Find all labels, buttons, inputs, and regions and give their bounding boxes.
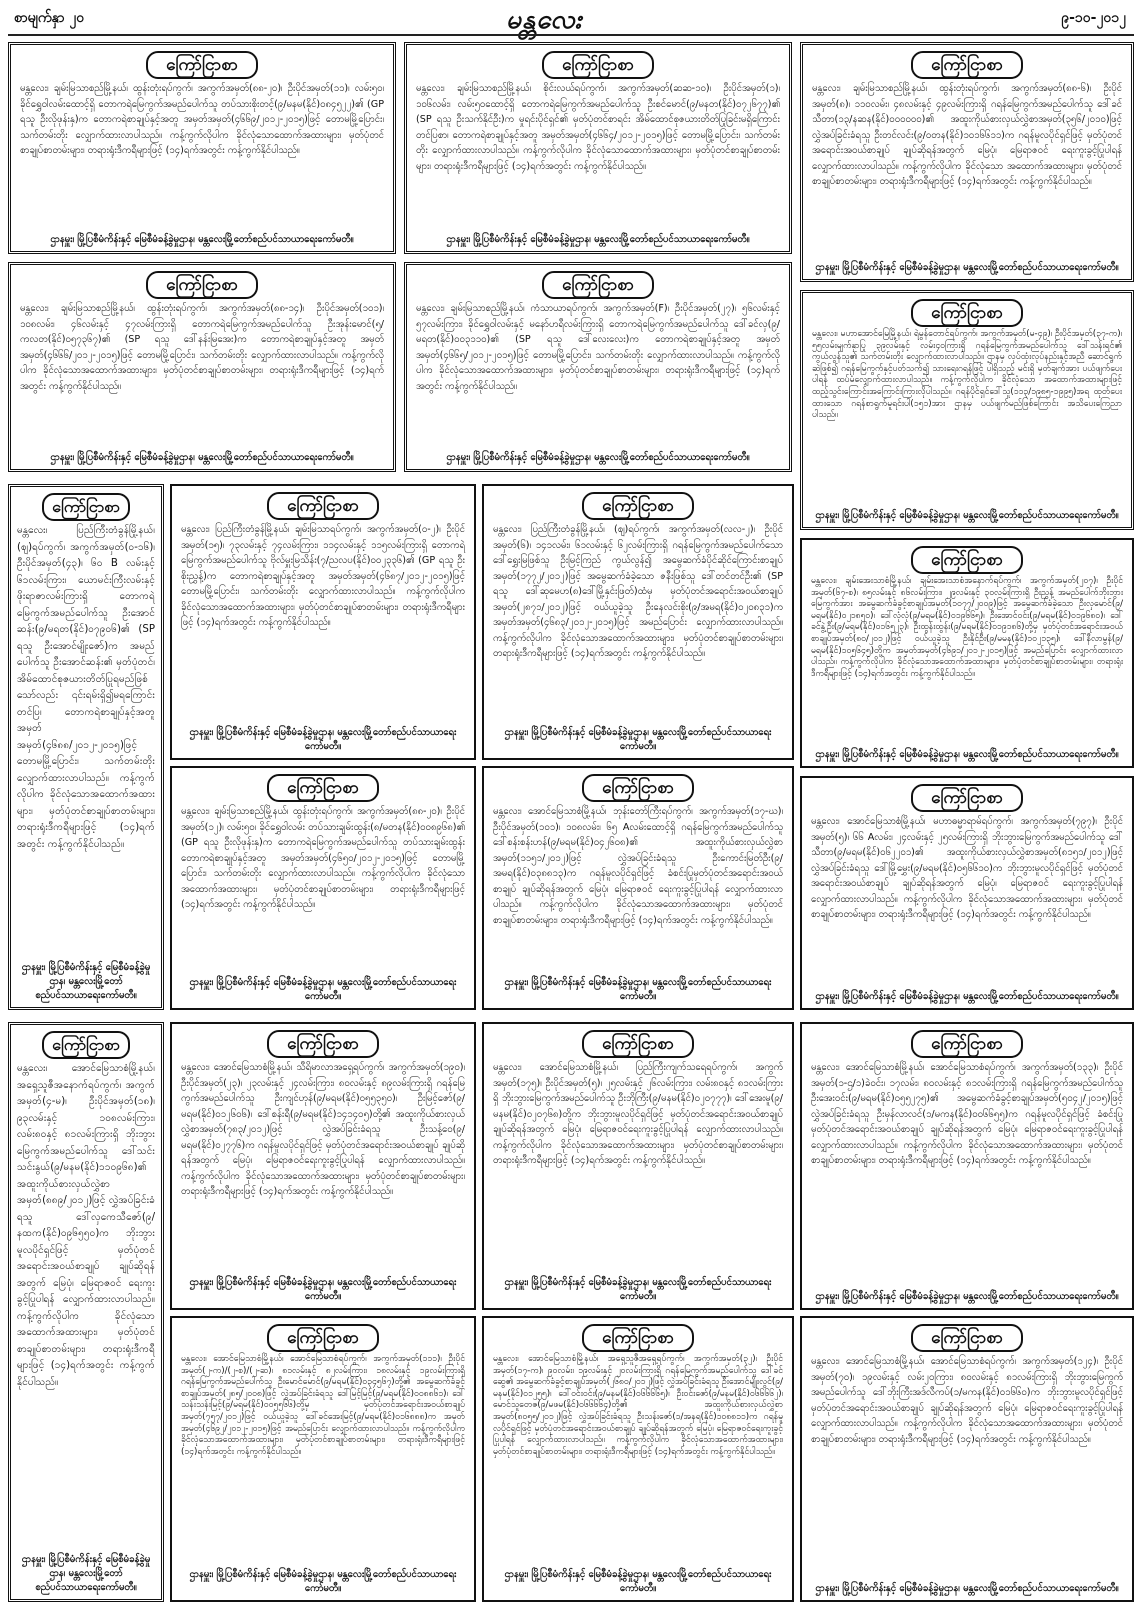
notice-box bbox=[8, 42, 396, 254]
notice-signature: ဌာနမှူး၊ မြို့ပြစီမံကိန်းနှင့် မြေစီမံခန့်ခွဲမှုဌာန၊ မန္တလေးမြို့တော်စည်ပင်သာယာရေးကော်မတီ။ bbox=[189, 1569, 457, 1594]
page-header bbox=[0, 0, 1142, 40]
notice-box bbox=[800, 42, 1134, 282]
notice-signature: ဌာနမှူး၊ မြို့ပြစီမံကိန်းနှင့် မြေစီမံခန့်ခွဲမှုဌာန၊ မန္တလေးမြို့တော်စည်ပင်သာယာရေးကော်မတီ။ bbox=[815, 510, 1119, 521]
notice-signature: ဌာနမှူး၊ မြို့ပြစီမံကိန်းနှင့် မြေစီမံခန့်ခွဲမှုဌာန၊ မန္တလေးမြို့တော်စည်ပင်သာယာရေးကော်မတီ။ bbox=[504, 727, 772, 752]
notice-title: ကြော်ငြာစာ bbox=[911, 1324, 1023, 1352]
notice-box bbox=[482, 1022, 794, 1310]
notice-body: မန္တလေး၊ ချမ်းမြသာစည်မြို့နယ်၊ ထွန်းတုံးရပ်ကွက်၊ အကွက်အမှတ်(၈၈-၂၀)၊ ဦးပိုင်အမှတ်(၁၁)၊ လမ်း၅၀၊ ခိုင်ရွှေဝါလမ်းထောင့်ရှိ တောကရဲမြေကွက်အမည်ပေါက်သူ တပ်သားစိုးတင့်(၉/မနမ(နိုင်)၀၈၄၅၂၂)၏ (GP ရသူ ဦးလိုဖုန်းနှ)က တောကရဲစာချုပ်နှင့်အတူ အမှတ်အမှတ်(၄၆၆၉/၂၀၁၂-၂၀၁၅)ဖြင့် တောမမြို့ပြောင်း၊ သက်တမ်းတိုး လျှောက်ထားလာပါသည်။ ကန့်ကွက်လိုပါက ခိုင်လုံသောထောက်အထားများ၊ မှတ်ပုံတင်စာချုပ်စာတမ်းများ၊ တရားရုံးဒီကရီများဖြင့် (၁၄)ရက်အတွင်း ကန့်ကွက်နိုင်ပါသည်။ bbox=[20, 83, 384, 156]
notice-body: မန္တလေး၊ ချမ်းမြသာစည်မြို့နယ်၊ ထွန်းတုံးရပ်ကွက်၊ အကွက်အမှတ်(၈၈-၂၀)၊ ဦးပိုင်အမှတ်(၁၂)၊ လမ်း၅၀၊ ခိုင်ရွှေဝါလမ်း တပ်သားချမ်းထွန်း(၈/မတန(နိုင်)၀၀၈၉၆၈)၏ (GP ရသူ ဦးလိုဖုန်းနှ)က တောကရဲမြေကွက်အမည်ပေါက်သူ တပ်သားချမ်းထွန်း တောကရဲစာချုပ်နှင့်အတူ အမှတ်အမှတ်(၄၆၅၀/၂၀၁၂-၂၀၁၅)ဖြင့် တောမမြို့ပြောင်း၊ သက်တမ်းတိုး လျှောက်ထားလာပါသည်။ ကန့်ကွက်လိုပါက ခိုင်လုံသောအထောက်အထားများ၊ မှတ်ပုံတင်စာချုပ်စာတမ်းများ၊ တရားရုံးဒီကရီများဖြင့် (၁၄)ရက်အတွင်း ကန့်ကွက်နိုင်ပါသည်။ bbox=[181, 806, 465, 910]
notice-signature: ဌာနမှူး၊ မြို့ပြစီမံကိန်းနှင့် မြေစီမံခန့်ခွဲမှုဌာန၊ မန္တလေးမြို့တော်စည်ပင်သာယာရေးကော်မတီ။ bbox=[504, 977, 772, 1002]
notice-body: မန္တလေး၊ အောင်မြေသာစံမြို့နယ်၊ အရှေ့သူဇီအနောက်ရပ်ကွက်၊ အကွက်အမှတ်(၄-မ)၊ ဦးပိုင်အမှတ်(၁၈)၊ ၉၃လမ်းနှင့် ၁၀၈လမ်းကြား၊ လမ်း၈၀နှင့် ၈၁လမ်းကြားရှိ ဘိုးဘွားမြေကွက်အမည်ပေါက်သူ ဒေါ်သင်းသင်းနွယ်(၉/မနမ(နိုင်)၁၁၀၉၆၈)၏ အထူးကိုယ်စားလှယ်လွှဲစာအမှတ်(၈၈၉/၂၀၁၂)ဖြင့် လွှဲအပ်ခြင်းခံရသူ ဒေါ်လှကေသီဇော်(၉/နထက(နိုင်)၀၉၆၅၅၀)က ဘိုးဘွားမူလပိုင်ရှင်ဖြင့် မှတ်ပုံတင်အရောင်းအဝယ်စာချုပ် ချုပ်ဆိုရန်အတွက် မြေပုံ၊ မြေရာဇဝင် ရေးကူးခွင့်ပြုပါရန် လျှောက်ထားလာပါသည်။ ကန့်ကွက်လိုပါက ခိုင်လုံသောအထောက်အထားများ၊ မှတ်ပုံတင်စာချုပ်စာတမ်းများ၊ တရားရုံးဒီကရီများဖြင့် (၁၄)ရက်အတွင်း ကန့်ကွက်နိုင်ပါသည်။ bbox=[17, 1063, 155, 1388]
notice-signature: ဌာနမှူး၊ မြို့ပြစီမံကိန်းနှင့် မြေစီမံခန့်ခွဲမှုဌာန၊ မန္တလေးမြို့တော်စည်ပင်သာယာရေးကော်မတီ။ bbox=[50, 234, 354, 245]
notice-body: မန္တလေး၊ အောင်မြေသာစံမြို့နယ်၊ ပြည်ကြီးကျက်သရေရပ်ကွက်၊ အကွက်အမှတ်(၁၇၅)၊ ဦးပိုင်အမှတ်(၅)၊ ၂၅လမ်းနှင့် ၂၆လမ်းကြား၊ လမ်း၈၀နှင့် ၈၁လမ်းကြားရှိ ဘိုးဘွားမြေကွက်အမည်ပေါက်သူ ဦးဘိုကြီး(၉/မနမ(နိုင်)၀၂၀၇၇၇)၊ ဒေါ်အေးမူ(၉/မနမ(နိုင်)၀၂၀၇၆၈)တို့က ဘိုးဘွားမူလပိုင်ရှင်ဖြင့် မှတ်ပုံတင်အရောင်းအဝယ်စာချုပ် ချုပ်ဆိုရန်အတွက် မြေပုံ၊ မြေရာဇဝင်ရေးကူးခွင့်ပြုပါရန် လျှောက်ထားလာပါသည်။ ကန့်ကွက်လိုပါက ခိုင်လုံသောအထောက်အထားများ၊ မှတ်ပုံတင်စာချုပ်စာတမ်းများ၊ တရားရုံးဒီကရီများဖြင့် (၁၄)ရက်အတွင်း ကန့်ကွက်နိုင်ပါသည်။ bbox=[493, 1062, 783, 1166]
notice-title: ကြော်ငြာစာ bbox=[542, 271, 654, 299]
page-number: စာမျက်နှာ ၂၀ bbox=[14, 10, 85, 26]
notice-title: ကြော်ငြာစာ bbox=[911, 299, 1023, 327]
notice-body: မန္တလေး၊ အောင်မြေသာစံမြို့နယ်၊ ဘုန်းတော်ကြီးရပ်ကွက်၊ အကွက်အမှတ်(၁၇-ဃ)၊ ဦးပိုင်အမှတ်(၁၀၁)၊ ၁၀၈လမ်း၊ ၆၅ Aလမ်းထောင့်ရှိ ဂရန်မြေကွက်အမည်ပေါက်သူ ဒေါ်စန်းစန်းဟန်(၉/မရမ(နိုင်)၀၄၂၆၀၈)၏ အထူးကိုယ်စားလှယ်လွှဲစာအမှတ်(၁၁၅၁/၂၀၁၂)ဖြင့် လွှဲအပ်ခြင်းခံရသူ ဦးကောင်းမြတ်ဦး(၉/အမရ(နိုင်)၀၃၈၈၁၃)က ဂရန်မူလပိုင်ရှင်ဖြင့် ခံစင်းပြုမှတ်ပုံတင်အရောင်းအဝယ်စာချုပ် ချုပ်ဆိုရန်အတွက် မြေပုံ၊ မြေရာဇဝင် ရေးကူးခွင့်ပြုပါရန် လျှောက်ထားလာပါသည်။ ကန့်ကွက်လိုပါက ခိုင်လုံသောအထောက်အထားများ၊ မှတ်ပုံတင်စာချုပ်စာတမ်းများ၊ တရားရုံးဒီကရီများဖြင့် (၁၄)ရက်အတွင်း ကန့်ကွက်နိုင်ပါသည်။ bbox=[493, 806, 783, 926]
notice-box bbox=[170, 1022, 476, 1310]
notice-title: ကြော်ငြာစာ bbox=[267, 1030, 379, 1058]
notice-box bbox=[482, 1316, 794, 1602]
notice-box bbox=[800, 1316, 1134, 1602]
notice-box bbox=[800, 1022, 1134, 1310]
notice-body: မန္တလေး၊ ပြည်ကြီးတံခွန်မြို့နယ်၊ (ဈ)ရပ်ကွက်၊ အကွက်အမှတ်(လလ-၂)၊ ဦးပိုင်အမှတ်(၆)၊ ၁၄၁လမ်း၊ ၆၁လမ်းနှင့် ၆၂လမ်းကြားရှိ ဂရန်မြေကွက်အမည်ပေါက်သောဒေါ်ရွှေးမြဖြစ်သူ ဦးမြင့်ကြည် ကွယ်လွန်၍ အမွေဆက်ခံပိုင်ဆိုင်ကြောင်းစာချုပ်အမှတ်(၁၇၇၂/၂၀၁၂)ဖြင့် အမွေဆက်ခံခဲ့သော ဇနီးဖြစ်သူ ဒေါ်တင်တင်ဦး၏ (SP ရသူ ဒေါ်ဆုမေဟ(၈)ဒေါ်မြို့နှင်းဖြတ်)ထံမှ မှတ်ပုံတင်အရောင်းအဝယ်စာချုပ်အမှတ်(၂၈၇၁/၂၀၁၂)ဖြင့် ဝယ်ယူခဲ့သူ ဦးနေလင်းစိုး(၉/အမရ(နိုင်)၀၂၀၈၃၁)က အမှတ်အမှတ်(၄၆၈၃/၂၀၁၂-၂၀၁၅)ဖြင့် အမည်ပြောင်း လျှောက်ထားလာပါသည်။ ကန့်ကွက်လိုပါက ခိုင်လုံသောအထောက်အထားများ၊ မှတ်ပုံတင်စာချုပ်စာတမ်းများ၊ တရားရုံးဒီကရီများဖြင့် (၁၄)ရက်အတွင်း ကန့်ကွက်နိုင်ပါသည်။ bbox=[493, 524, 783, 659]
notice-signature: ဌာနမှူး၊ မြို့ပြစီမံကိန်းနှင့် မြေစီမံခန့်ခွဲမှုဌာန၊ မန္တလေးမြို့တော်စည်ပင်သာယာရေးကော်မတီ။ bbox=[189, 727, 457, 752]
notice-box bbox=[404, 42, 792, 254]
notice-signature: ဌာနမှူး၊ မြို့ပြစီမံကိန်းနှင့် မြေစီမံခန့်ခွဲမှုဌာန၊ မန္တလေးမြို့တော်စည်ပင်သာယာရေးကော်မတီ။ bbox=[815, 1583, 1119, 1594]
notice-title: ကြော်ငြာစာ bbox=[582, 1030, 694, 1058]
notice-signature: ဌာနမှူး၊ မြို့ပြစီမံကိန်းနှင့် မြေစီမံခန့်ခွဲမှုဌာန၊ မန္တလေးမြို့တော်စည်ပင်သာယာရေးကော်မတီ။ bbox=[189, 977, 457, 1002]
notice-body: မန္တလေး၊ ချမ်းမြသာစည်မြို့နယ်၊ ကံသာယာရပ်ကွက်၊ အကွက်အမှတ်(F)၊ ဦးပိုင်အမှတ်(၂၇)၊ ၅၆လမ်းနှင့် ၅၇လမ်းကြား၊ ခိုင်ရွှေဝါလမ်းနှင့် မနော်ဟရီလမ်းကြားရှိ တောကရဲမြေကွက်အမည်ပေါက်သူ ဒေါ်ခင်လှ(၉/မရတ(နိုင်)၀၀၃၁၁၀)၏ (SP ရသူ ဒေါ်လေးလေး)က တောကရဲစာချုပ်နှင့်အတူ အမှတ်အမှတ်(၄၆၆၅/၂၀၁၂-၂၀၁၅)ဖြင့် တောမမြို့ပြောင်း၊ သက်တမ်းတိုး လျှောက်ထားလာပါသည်။ ကန့်ကွက်လိုပါက ခိုင်လုံသောအထောက်အထားများ၊ မှတ်ပုံတင်စာချုပ်စာတမ်းများ၊ တရားရုံးဒီကရီများဖြင့် (၁၄)ရက်အတွင်း ကန့်ကွက်နိုင်ပါသည်။ bbox=[416, 303, 780, 392]
notice-signature: ဌာနမှူး၊ မြို့ပြစီမံကိန်းနှင့် မြေစီမံခန့်ခွဲမှုဌာန၊ မန္တလေးမြို့တော်စည်ပင်သာယာရေးကော်မတီ။ bbox=[21, 1554, 151, 1593]
notice-body: မန္တလေး၊ ချမ်းမြသာစည်မြို့နယ်၊ စိုင်းလယ်ရပ်ကွက်၊ အကွက်အမှတ်(ဆဆ-၁၀)၊ ဦးပိုင်အမှတ်(၁)၊ ၁၀၆လမ်း၊ လမ်း၅၀ထောင့်ရှိ တောကရဲမြေကွက်အမည်ပေါက်သူ ဦးစင်မောင်(၉/မနတ(နိုင်)၀၇၂၆၇၇)၏ (SP ရသူ ဦးသက်နိုင်ဦး)က မှုရင်းပိုင်ရှင်၏ မှတ်ပုံတင်စာရင်း အိမ်ထောင်စုဇယားတိတ်ပြုခြင်းမရှိကြောင်းတင်ပြစာ၊ တောကရဲစာချုပ်နှင့်အတူ အမှတ်အမှတ်(၄၆၆၄/၂၀၁၂-၂၀၁၅)ဖြင့် တောမမြို့ပြောင်း၊ သက်တမ်းတိုး လျှောက်ထားလာပါသည်။ ကန့်ကွက်လိုပါက ခိုင်လုံသောထောက်အထားများ၊ မှတ်ပုံတင်စာချုပ်စာတမ်းများ၊ တရားရုံးဒီကရီများဖြင့် (၁၄)ရက်အတွင်း ကန့်ကွက်နိုင်ပါသည်။ bbox=[416, 83, 780, 172]
notice-title: ကြော်ငြာစာ bbox=[146, 51, 258, 79]
notice-signature: ဌာနမှူး၊ မြို့ပြစီမံကိန်းနှင့် မြေစီမံခန့်ခွဲမှုဌာန၊ မန္တလေးမြို့တော်စည်ပင်သာယာရေးကော်မတီ။ bbox=[446, 452, 750, 463]
notice-signature: ဌာနမှူး၊ မြို့ပြစီမံကိန်းနှင့် မြေစီမံခန့်ခွဲမှုဌာန၊ မန္တလေးမြို့တော်စည်ပင်သာယာရေးကော်မတီ။ bbox=[815, 262, 1119, 273]
notice-title: ကြော်ငြာစာ bbox=[582, 774, 694, 802]
notice-body: မန္တလေး၊ ချမ်းမြသာစည်မြို့နယ်၊ ထွန်းတုံးရပ်ကွက်၊ အကွက်အမှတ်(၈၈-၆)၊ ဦးပိုင်အမှတ်(၈)၊ ၁၁၀လမ်း၊ ၄၈လမ်းနှင့် ၄၉လမ်းကြားရှိ ဂရန်မြေကွက်အမည်ပေါက်သူ ဒေါ်ခင်သီတာ(၁၃/နဆန(နိုင်)၀၀၀၀၀၀)၏ အထူးကိုယ်စားလှယ်လွှဲစာအမှတ်(၃၅၆/၂၀၁၀)ဖြင့် လွှဲအပ်ခြင်းခံရသူ ဦးတင်လင်း(၉/၀တန(နိုင်)၁၀၁၆၆၁၁)က ဂရန်မူလပိုင်ရှင်ဖြင့် မှတ်ပုံတင်အရောင်းအဝယ်စာချုပ် ချုပ်ဆိုရန်အတွက် မြေပုံ၊ မြေရာဇဝင် ရေးကူးခွင့်ပြုပါရန် လျှောက်ထားလာပါသည်။ ကန့်ကွက်လိုပါက ခိုင်လုံသော အထောက်အထားများ၊ မှတ်ပုံတင်စာချုပ်စာတမ်းများ၊ တရားရုံးဒီကရီများဖြင့် (၁၄)ရက်အတွင်း ကန့်ကွက်နိုင်ပါသည်။ bbox=[812, 83, 1122, 187]
notice-body: မန္တလေး၊ ချမ်းအေးသာစံမြို့နယ်၊ ချမ်းအေးသာစံအနောက်ရပ်ကွက်၊ အကွက်အမှတ်(၂၀၇)၊ ဦးပိုင်အမှတ်(၆၇-စ)၊ ၈၅လမ်းနှင့် ၈၆လမ်းကြား၊ ၂၉လမ်းနှင့် ၃၀လမ်းကြားရှိ ဦးညွှန့် အမည်ပေါက်ဘိုးဘွားမြေကွက်အား အမွေဆက်ခံခွင့်စာချုပ်အမှတ်(၁၀၇၇/၂၀၀၉)ဖြင့် အမွေဆက်ခံခဲ့သော ဦးလှမောင်(၉/မရမ(နိုင်)၀၂၁၈၅၀)၊ ဒေါ်လုံလုံ(၉/မရမ(နိုင်)၀၁၉၆၆၅)၊ ဦးအောင်ဝင်း(၉/မရမ(နိုင်)၀၁၉၆၈၀)၊ ဒေါ်ခင်နွဲ့ဦး(၉/မရမ(နိုင်)၀၁၆၅၂၃)၊ ဦးထွန်းထွန်း(၉/မရမ(နိုင်)၀၁၉၁၈၆)တို့မှ မှတ်ပုံတင်အရောင်းအဝယ်စာချုပ်အမှတ်(၈၀/၂၀၁၂)ဖြင့် ဝယ်ယူခဲ့သူ ဦးနိုင်ဦး(၉/မမန(နိုင်)၁၀၂၁၃၅)၊ ဒေါ်နီလာမွန်(၉/မရမ(နိုင်)၁၀၅၆၄၅)တို့က အမှတ်အမှတ်(၄၆၉၁/၂၀၁၂-၂၀၁၅)ဖြင့် အမည်ပြောင်း လျှောက်ထားလာပါသည်။ ကန့်ကွက်လိုပါက ခိုင်လုံသောအထောက်အထားများ၊ မှတ်ပုံတင်စာချုပ်စာတမ်းများ၊ တရားရုံးဒီကရီများဖြင့် (၁၄)ရက်အတွင်း ကန့်ကွက်နိုင်ပါသည်။ bbox=[811, 576, 1123, 679]
header-rule bbox=[8, 34, 1134, 36]
notice-signature: ဌာနမှူး၊ မြို့ပြစီမံကိန်းနှင့် မြေစီမံခန့်ခွဲမှုဌာန၊ မန္တလေးမြို့တော်စည်ပင်သာယာရေးကော်မတီ။ bbox=[815, 991, 1119, 1002]
notice-title: ကြော်ငြာစာ bbox=[542, 51, 654, 79]
notice-box bbox=[404, 262, 792, 472]
notice-title: ကြော်ငြာစာ bbox=[42, 493, 130, 521]
notice-body: မန္တလေး၊ မဟာအောင်မြေမြို့နယ်၊ ရဲမွန်တောင်ရပ်ကွက်၊ အကွက်အမှတ်(မ-၄၉)၊ ဦးပိုင်အမှတ်(၃၇-က)၊ ၅၅လမ်းမျက်နှာပြု ၃၉လမ်းနှင့် လမ်း၄၀ကြားရှိ ဂရန်မြေကွက်အမည်ပေါက်သူ ဒေါ်သန်းရင်၏ ကွယ်လွန်သူ၏ သက်တမ်းတိုး လျှောက်ထားလာပါသည်။ ဌာနမှ လုပ်ထုံးလုပ်နည်းနှင့်အညီ ဆောင်ရွက်ဆဲဖြစ်၍ ဂရန်မြေကွက်နှင့်ပတ်သက်၍ သားရေးဂရန်ဖြင့် ပါရှိသည့် မင်းရှိ မှတ်ချက်အား ပယ်ဖျက်ပေးပါရန် ထပ်မံလျှောက်ထားလာပါသည်။ ကန့်ကွက်လိုပါက ခိုင်လုံသော အထောက်အထားများဖြင့် ထည့်သွင်းကြောင်းအကြောင်းကြားလိုပါသည်။ ဂရန်ပိုင်ရှင်ဒေါ်သူ(၁၁၃/၁၉၈၅-၁၉၉၅)အရ ထုတ်ပေးထားသော ဂရန်စာရွက်မူရင်းပါ(၁၅၁)အား ဌာနမှ ပယ်ဖျက်မည်ဖြစ်ကြောင်း အသိပေးကြေညာပါသည်။ bbox=[812, 329, 1122, 421]
notice-box bbox=[170, 484, 476, 760]
notice-box bbox=[8, 484, 164, 1010]
notice-title: ကြော်ငြာစာ bbox=[911, 546, 1023, 574]
notice-box bbox=[170, 766, 476, 1010]
notice-signature: ဌာနမှူး၊ မြို့ပြစီမံကိန်းနှင့် မြေစီမံခန့်ခွဲမှုဌာန၊ မန္တလေးမြို့တော်စည်ပင်သာယာရေးကော်မတီ။ bbox=[446, 234, 750, 245]
notice-body: မန္တလေး၊ ပြည်ကြီးတံခွန်မြို့နယ်၊ (ဈ)ရပ်ကွက်၊ အကွက်အမှတ်(ဝ-၁၆)၊ ဦးပိုင်အမှတ်(၄၃)၊ ၆၀ B လမ်းနှင့် ၆၁လမ်းကြား၊ ယောမင်းကြီးလမ်းနှင့် ဖိုးရာဇာလမ်းကြားရှိ တောကရဲမြေကွက်အမည်ပေါက်သူ ဦးအောင်ဆန်း(၉/မရတ(နိုင်)၀၇၉၀၆)၏ (SP ရသူ ဦးအောင်မျိုးဇော်)က အမည်ပေါက်သူ ဦးအောင်ဆန်း၏ မှတ်ပုံတင်၊ အိမ်ထောင်စုဇယားတိတ်ပြုရမည်ဖြစ်သော်လည်း ၎င်းရမ်းရှိ၍မရကြောင်းတင်ပြ၊ တောကရဲစာချုပ်နှင့်အတူ အမှတ်အမှတ်(၄၆၈၈/၂၀၁၂-၂၀၁၅)ဖြင့် တောမမြို့ပြောင်း၊ သက်တမ်းတိုး လျှောက်ထားလာပါသည်။ ကန့်ကွက်လိုပါက ခိုင်လုံသောအထောက်အထားများ၊ မှတ်ပုံတင်စာချုပ်စာတမ်းများ၊ တရားရုံးဒီကရီများဖြင့် (၁၄)ရက်အတွင်း ကန့်ကွက်နိုင်ပါသည်။ bbox=[17, 525, 155, 850]
notice-box bbox=[800, 538, 1134, 768]
notice-signature: ဌာနမှူး၊ မြို့ပြစီမံကိန်းနှင့် မြေစီမံခန့်ခွဲမှုဌာန၊ မန္တလေးမြို့တော်စည်ပင်သာယာရေးကော်မတီ။ bbox=[815, 1291, 1119, 1302]
notice-title: ကြော်ငြာစာ bbox=[267, 774, 379, 802]
notice-signature: ဌာနမှူး၊ မြို့ပြစီမံကိန်းနှင့် မြေစီမံခန့်ခွဲမှုဌာန၊ မန္တလေးမြို့တော်စည်ပင်သာယာရေးကော်မတီ။ bbox=[504, 1277, 772, 1302]
notice-title: ကြော်ငြာစာ bbox=[267, 492, 379, 520]
notice-title: ကြော်ငြာစာ bbox=[267, 1324, 379, 1352]
notice-body: မန္တလေး၊ အောင်မြေသာစံမြို့နယ်၊ မဟာဓမ္မာရာမ်ရပ်ကွက်၊ အကွက်အမှတ်(၇၉၇)၊ ဦးပိုင်အမှတ်(၅)၊ ၆၆ Aလမ်း၊ ၂၄လမ်းနှင့် ၂၅လမ်းကြားရှိ ဘိုးဘွားမြေကွက်အမည်ပေါက်သူ ဒေါ်သီတာ(၉/မရမ(နိုင်)၀၆၂၂၀၁)၏ အထူးကိုယ်စားလှယ်လွှဲစာအမှတ်(၈၁၅၁/၂၀၁၂)ဖြင့် လွှဲအပ်ခြင်းခံရသူ ဒေါ်မြို့မွှေး(၉/မရမ(နိုင်)၀၅၆၆၁၀)က ဘိုးဘွားမူလပိုင်ရှင်ဖြင့် မှတ်ပုံတင်အရောင်းအဝယ်စာချုပ် ချုပ်ဆိုရန်အတွက် မြေပုံ၊ မြေရာဇဝင် ရေးကူးခွင့်ပြုပါရန် လျှောက်ထားလာပါသည်။ ကန့်ကွက်လိုပါက ခိုင်လုံသောအထောက်အထားများ၊ မှတ်ပုံတင်စာချုပ်စာတမ်းများ၊ တရားရုံးဒီကရီများဖြင့် (၁၄)ရက်အတွင်း ကန့်ကွက်နိုင်ပါသည်။ bbox=[811, 816, 1123, 920]
notice-signature: ဌာနမှူး၊ မြို့ပြစီမံကိန်းနှင့် မြေစီမံခန့်ခွဲမှုဌာန၊ မန္တလေးမြို့တော်စည်ပင်သာယာရေးကော်မတီ။ bbox=[504, 1569, 772, 1594]
notice-body: မန္တလေး၊ ချမ်းမြသာစည်မြို့နယ်၊ ထွန်းတုံးရပ်ကွက်၊ အကွက်အမှတ်(၈၈-၁၄)၊ ဦးပိုင်အမှတ်(၁၀၁)၊ ၁၀၈လမ်း၊ ၄၆လမ်းနှင့် ၄၇လမ်းကြားရှိ တောကရဲမြေကွက်အမည်ပေါက်သူ ဦးအုန်းမောင်(၅/ကလတ(နိုင်)၀၅၇၃၆၇)၏ (SP ရသူ ဒေါ်နန်းမြအေး)က တောကရဲစာချုပ်နှင့်အတူ အမှတ်အမှတ်(၄၆၆၆/၂၀၁၂-၂၀၁၅)ဖြင့် တောမမြို့ပြောင်း၊ သက်တမ်းတိုး လျှောက်ထားလာပါသည်။ ကန့်ကွက်လိုပါက ခိုင်လုံသောအထောက်အထားများ၊ မှတ်ပုံတင်စာချုပ်စာတမ်းများ၊ တရားရုံးဒီကရီများဖြင့် (၁၄)ရက်အတွင်း ကန့်ကွက်နိုင်ပါသည်။ bbox=[20, 303, 384, 392]
notice-body: မန္တလေး၊ အောင်မြေသာစံမြို့နယ်၊ အောင်မြေသာစံရပ်ကွက်၊ အကွက်အမှတ်(၁၁၁)၊ ဦးပိုင်အမှတ်(၂-က)/(၂-စ)/(၂-ဆ)၊ ၈၁လမ်းနှင့် ၈၂လမ်းကြား၊ ၁၈လမ်းနှင့် ၁၉လမ်းကြားရှိ ဂရန်မြေကွက်အမည်ပေါက်သူ ဦးမောင်မောင်(၉/မရမ(နိုင်)၀၃၄၅၆၇)တို့၏ အမွေဆက်ခံခွင့်စာချုပ်အမှတ်(၂၈၅/၂၀၀၈)ဖြင့် လွှဲအပ်ခြင်းခံရသူ ဒေါ်မြင့်မြင့်(၉/မရမ(နိုင်)၀၀၈၈၆၁)၊ ဒေါ်သန်းသန်းမြင့်(၉/မရမ(နိုင်)၀၀၅၅၆၆)တို့မှ မှတ်ပုံတင်အရောင်းအဝယ်စာချုပ်အမှတ်(၇၅၇/၂၀၁၂)ဖြင့် ဝယ်ယူခဲ့သူ ဒေါ်ခင်အေးမြင့်(၉/မရမ(နိုင်)၀၁၆၈၈၈)က အမှတ်အမှတ်(၄၆၉၂/၂၀၁၂-၂၀၁၅)ဖြင့် အမည်ပြောင်း လျှောက်ထားလာပါသည်။ ကန့်ကွက်လိုပါက ခိုင်လုံသောအထောက်အထားများ၊ မှတ်ပုံတင်စာချုပ်စာတမ်းများ၊ တရားရုံးဒီကရီများဖြင့် (၁၄)ရက်အတွင်း ကန့်ကွက်နိုင်ပါသည်။ bbox=[181, 1354, 465, 1457]
notice-body: မန္တလေး၊ အောင်မြေသာစံမြို့နယ်၊ သီရိမာလာအရှေ့ရပ်ကွက်၊ အကွက်အမှတ်(၁၉၀)၊ ဦးပိုင်အမှတ်(၂၃)၊ ၂၃လမ်းနှင့် ၂၄လမ်းကြား၊ ၈၀လမ်းနှင့် ၈၉လမ်းကြားရှိ ဂရန်မြေကွက်အမည်ပေါက်သူ ဦးကျင်ဟုန်(၉/မရမ(နိုင်)၀၅၅၃၅၀)၊ ဦးမြင့်ဇော်(၉/မရမ(နိုင်)၀၁၂၆၀၆)၊ ဒေါ်စန်းရီ(၉/မရမ(နိုင်)၁၄၁၄၀၅)တို့၏ အထူးကိုယ်စားလှယ်လွှဲစာအမှတ်(၇၈၃/၂၀၁၂)ဖြင့် လွှဲအပ်ခြင်းခံရသူ ဦးသန့်ဝေ(၉/မရမ(နိုင်)၀၂၇၇၆)က ဂရန်မူလပိုင်ရှင်ဖြင့် မှတ်ပုံတင်အရောင်းအဝယ်စာချုပ် ချုပ်ဆိုရန်အတွက် မြေပုံ၊ မြေရာဇဝင်ရေးကူးခွင့်ပြုပါရန် လျှောက်ထားလာပါသည်။ ကန့်ကွက်လိုပါက ခိုင်လုံသောအထောက်အထားများ၊ မှတ်ပုံတင်စာချုပ်စာတမ်းများ၊ တရားရုံးဒီကရီများဖြင့် (၁၄)ရက်အတွင်း ကန့်ကွက်နိုင်ပါသည်။ bbox=[181, 1062, 465, 1197]
notice-title: ကြော်ငြာစာ bbox=[146, 271, 258, 299]
notice-body: မန္တလေး၊ အောင်မြေသာစံမြို့နယ်၊ အောင်မြေသာစံရပ်ကွက်၊ အကွက်အမှတ်(၁၃၃)၊ ဦးပိုင်အမှတ်(၁-ဌ/၁)ခဲဝင်း၊ ၁၇လမ်း၊ ၈၀လမ်းနှင့် ၈၁လမ်းကြားရှိ ဂရန်မြေကွက်အမည်ပေါက်သူ ဦးအေးဝင်း(၉/မရမ(နိုင်)၀၅၅၂၇၅)၏ အမွေဆက်ခံခွင့်စာချုပ်အမှတ်(၅၀၄၂/၂၀၁၅)ဖြင့် လွှဲအပ်ခြင်းခံရသူ ဦးမှန်လာလင်(၁/မကန(နိုင်)၀၀၆၆၅၅)က ဂရန်မူလပိုင်ရှင်ဖြင့် ခံစင်းပြုမှတ်ပုံတင်အရောင်းအဝယ်စာချုပ် ချုပ်ဆိုရန်အတွက် မြေပုံ၊ မြေရာဇဝင်ရေးကူးခွင့်ပြုပါရန် လျှောက်ထားလာပါသည်။ ကန့်ကွက်လိုပါက ခိုင်လုံသောအထောက်အထားများ၊ မှတ်ပုံတင်စာချုပ်စာတမ်းများ၊ တရားရုံးဒီကရီများဖြင့် (၁၄)ရက်အတွင်း ကန့်ကွက်နိုင်ပါသည်။ bbox=[811, 1062, 1123, 1166]
notice-box bbox=[800, 290, 1134, 530]
notice-box bbox=[8, 262, 396, 472]
notice-box bbox=[482, 484, 794, 760]
issue-date: ၉-၁၀-၂၀၁၂ bbox=[1061, 10, 1126, 26]
notice-signature: ဌာနမှူး၊ မြို့ပြစီမံကိန်းနှင့် မြေစီမံခန့်ခွဲမှုဌာန၊ မန္တလေးမြို့တော်စည်ပင်သာယာရေးကော်မတီ။ bbox=[50, 452, 354, 463]
notice-title: ကြော်ငြာစာ bbox=[911, 1030, 1023, 1058]
notice-title: ကြော်ငြာစာ bbox=[582, 1324, 694, 1352]
notice-signature: ဌာနမှူး၊ မြို့ပြစီမံကိန်းနှင့် မြေစီမံခန့်ခွဲမှုဌာန၊ မန္တလေးမြို့တော်စည်ပင်သာယာရေးကော်မတီ။ bbox=[815, 749, 1119, 760]
masthead-logo: မန္တလေး bbox=[506, 5, 583, 35]
notice-box bbox=[8, 1022, 164, 1602]
notice-title: ကြော်ငြာစာ bbox=[911, 784, 1023, 812]
notice-signature: ဌာနမှူး၊ မြို့ပြစီမံကိန်းနှင့် မြေစီမံခန့်ခွဲမှုဌာန၊ မန္တလေးမြို့တော်စည်ပင်သာယာရေးကော်မတီ။ bbox=[21, 962, 151, 1001]
notice-title: ကြော်ငြာစာ bbox=[582, 492, 694, 520]
notice-box bbox=[800, 776, 1134, 1010]
notice-body: မန္တလေး၊ အောင်မြေသာစံမြို့နယ်၊ အရှေ့သူဇီအရှေ့ရပ်ကွက်၊ အကွက်အမှတ်(၃၂)၊ ဦးပိုင်အမှတ်(၁၇-က)၊ ၉၀လမ်း၊ ၁၉လမ်းနှင့် ၂၀လမ်းကြားရှိ ဂရန်မြေကွက်အမည်ပေါက်သူ ဒေါ်ခင်ဆွေ၏ အမွေဆက်ခံခွင့်စာချုပ်အမှတ်(၂၆၈၀/၂၀၁၂)ဖြင့် လွှဲအပ်ခြင်းခံရသူ ဦးအောင်မျိုးလွင်(၉/မနမ(နိုင်)၀၁၂၅၅)၊ ဒေါ်ဝင်းဝင်း(၉/မနမ(နိုင်)၀၆၆၆၆၅)၊ ဦးဝင်းဇော်(၉/မနမ(နိုင်)၀၆၆၆၆၂)၊ မောင်သူတေဇ(၉/မဖမ(နိုင်)၀၆၆၆၆၄)တို့၏ အထူးကိုယ်စားလှယ်လွှဲစာအမှတ်(၈၀၅၅/၂၀၁၂)ဖြင့် လွှဲအပ်ခြင်းခံရသူ ဦးသန်းဇော်(၁/အနရ(နိုင်)၁၀၈၈၁၁)က ဂရန်မူလပိုင်ရှင်ဖြင့် မှတ်ပုံတင်အရောင်းအဝယ်စာချုပ် ချုပ်ဆိုရန်အတွက် မြေပုံ၊ မြေရာဇဝင်ရေးကူးခွင့်ပြုပါရန် လျှောက်ထားလာပါသည်။ ကန့်ကွက်လိုပါက ခိုင်လုံသောအထောက်အထားများ၊ မှတ်ပုံတင်စာချုပ်စာတမ်းများ၊ တရားရုံးဒီကရီများဖြင့် (၁၄)ရက်အတွင်း ကန့်ကွက်နိုင်ပါသည်။ bbox=[493, 1354, 783, 1457]
notice-signature: ဌာနမှူး၊ မြို့ပြစီမံကိန်းနှင့် မြေစီမံခန့်ခွဲမှုဌာန၊ မန္တလေးမြို့တော်စည်ပင်သာယာရေးကော်မတီ။ bbox=[189, 1277, 457, 1302]
notice-title: ကြော်ငြာစာ bbox=[42, 1031, 130, 1059]
notice-body: မန္တလေး၊ အောင်မြေသာစံမြို့နယ်၊ အောင်မြေသာစံရပ်ကွက်၊ အကွက်အမှတ်(၁၂၄)၊ ဦးပိုင်အမှတ်(၇၀)၊ ၁၉လမ်းနှင့် လမ်း၂၀ကြား၊ ၈၀လမ်းနှင့် ၈၁လမ်းကြားရှိ ဘိုးဘွားမြေကွက်အမည်ပေါက်သူ ဒေါ်ဘိုးကြီးအဒ်လီကပ်(၁/မကန(နိုင်)၀၁၆၆၀)က ဘိုးဘွားမူလပိုင်ရှင်ဖြင့် မှတ်ပုံတင်အရောင်းအဝယ်စာချုပ် ချုပ်ဆိုရန်အတွက် မြေပုံ၊ မြေရာဇဝင်ရေးကူးခွင့်ပြုပါရန် လျှောက်ထားလာပါသည်။ ကန့်ကွက်လိုပါက ခိုင်လုံသောအထောက်အထားများ၊ မှတ်ပုံတင်စာချုပ်စာတမ်းများ၊ တရားရုံးဒီကရီများဖြင့် (၁၄)ရက်အတွင်း ကန့်ကွက်နိုင်ပါသည်။ bbox=[811, 1356, 1123, 1445]
notice-box bbox=[170, 1316, 476, 1602]
notice-body: မန္တလေး၊ ပြည်ကြီးတံခွန်မြို့နယ်၊ ချမ်းမြသာရပ်ကွက်၊ အကွက်အမှတ်(၀-၂)၊ ဦးပိုင်အမှတ်(၁၅)၊ ၇၃လမ်းနှင့် ၇၄လမ်းကြား၊ ၁၁၄လမ်းနှင့် ၁၁၅လမ်းကြားရှိ တောကရဲမြေကွက်အမည်ပေါက်သူ ဗိုလ်မှူးမြသိန်း(၇/ညလပ(နိုင်)၀၀၂၃၃၆)၏ (GP ရသူ ဦးစိုးညွှန့်)က တောကရဲစာချုပ်နှင့်အတူ အမှတ်အမှတ်(၄၆၈၇/၂၀၁၂-၂၀၁၅)ဖြင့် တောမမြို့ပြောင်း၊ သက်တမ်းတိုး လျှောက်ထားလာပါသည်။ ကန့်ကွက်လိုပါက ခိုင်လုံသောအထောက်အထားများ၊ မှတ်ပုံတင်စာချုပ်စာတမ်းများ၊ တရားရုံးဒီကရီများဖြင့် (၁၄)ရက်အတွင်း ကန့်ကွက်နိုင်ပါသည်။ bbox=[181, 524, 465, 628]
notice-title: ကြော်ငြာစာ bbox=[911, 51, 1023, 79]
notice-box bbox=[482, 766, 794, 1010]
